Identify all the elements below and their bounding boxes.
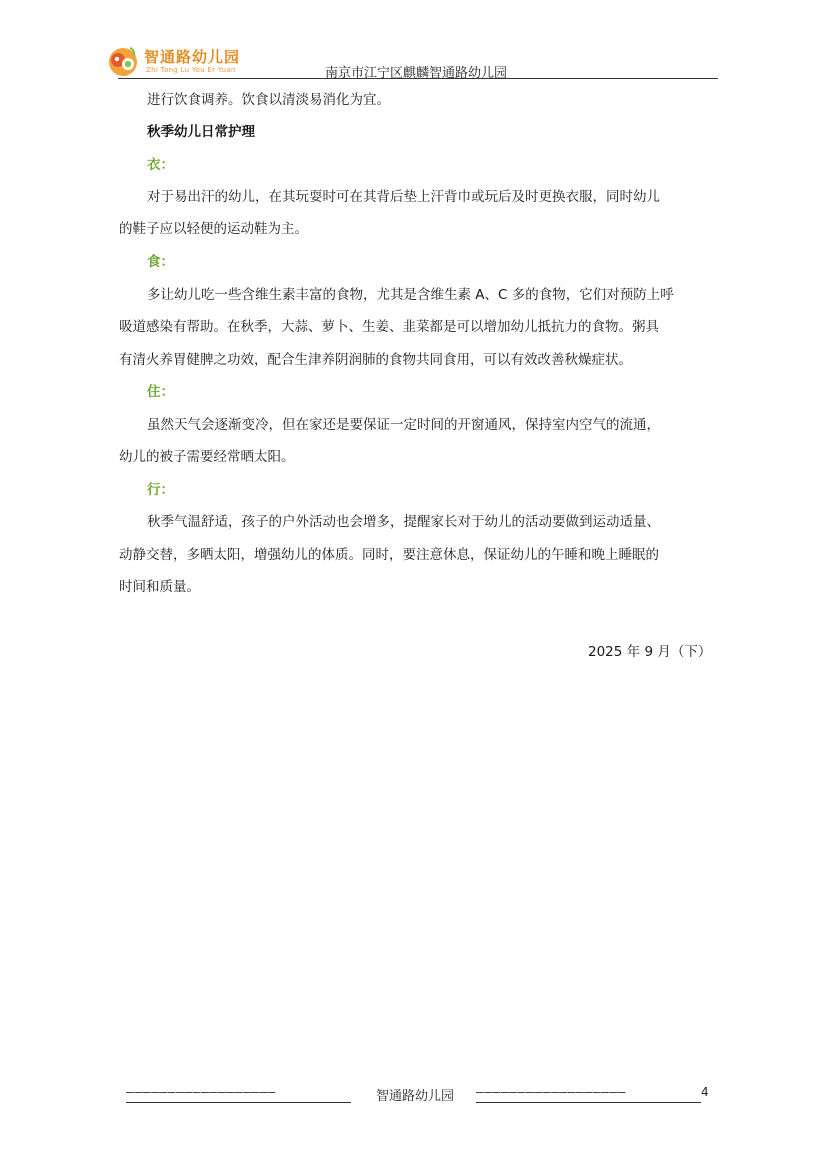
paragraph-line: 虽然天气会逐渐变冷，但在家还是要保证一定时间的开窗通风，保持室内空气的流通，	[147, 417, 660, 433]
category-food: 食：	[147, 254, 174, 270]
paragraph-line: 幼儿的被子需要经常晒太阳。	[119, 449, 295, 465]
kindergarten-logo-icon	[106, 44, 140, 78]
category-clothes: 衣：	[147, 157, 174, 173]
paragraph-line: 吸道感染有帮助。在秋季，大蒜、萝卜、生姜、韭菜都是可以增加幼儿抵抗力的食物。粥具	[119, 319, 659, 335]
logo-text-cn: 智通路幼儿园	[144, 48, 241, 66]
page-number: 4	[701, 1085, 709, 1099]
footer-rule-right	[476, 1102, 701, 1103]
kindergarten-logo	[106, 44, 246, 80]
paragraph-line: 动静交替，多晒太阳，增强幼儿的体质。同时，要注意休息，保证幼儿的午睡和晚上睡眠的	[119, 547, 659, 563]
header-title: 南京市江宁区麒麟智通路幼儿园	[325, 66, 508, 81]
category-travel: 行：	[147, 482, 174, 498]
paragraph-line: 有清火养胃健脾之功效，配合生津养阴润肺的食物共同食用，可以有效改善秋燥症状。	[119, 352, 632, 368]
footer-dashes-left: ——————————————————	[126, 1085, 276, 1100]
paragraph-line: 的鞋子应以轻便的运动鞋为主。	[119, 221, 308, 237]
footer-dashes-right: ——————————————————	[476, 1085, 626, 1100]
footer-kindergarten-name: 智通路幼儿园	[376, 1089, 455, 1104]
paragraph-line: 时间和质量。	[119, 579, 200, 595]
footer-rule-left	[126, 1102, 351, 1103]
logo-text-en: Zhi Tong Lu You Er Yuan	[146, 66, 236, 74]
issue-date: 2025 年 9 月（下）	[588, 644, 712, 660]
paragraph-line: 多让幼儿吃一些含维生素丰富的食物，尤其是含维生素 A、C 多的食物，它们对预防上呼	[147, 287, 674, 303]
header-divider	[118, 78, 718, 79]
paragraph-line: 秋季气温舒适，孩子的户外活动也会增多，提醒家长对于幼儿的活动要做到运动适量、	[147, 514, 660, 530]
intro-line: 进行饮食调养。饮食以清淡易消化为宜。	[147, 92, 390, 108]
paragraph-line: 对于易出汗的幼儿，在其玩耍时可在其背后垫上汗背巾或玩后及时更换衣服，同时幼儿	[147, 189, 660, 205]
section-title: 秋季幼儿日常护理	[147, 124, 255, 140]
category-home: 住：	[147, 384, 174, 400]
